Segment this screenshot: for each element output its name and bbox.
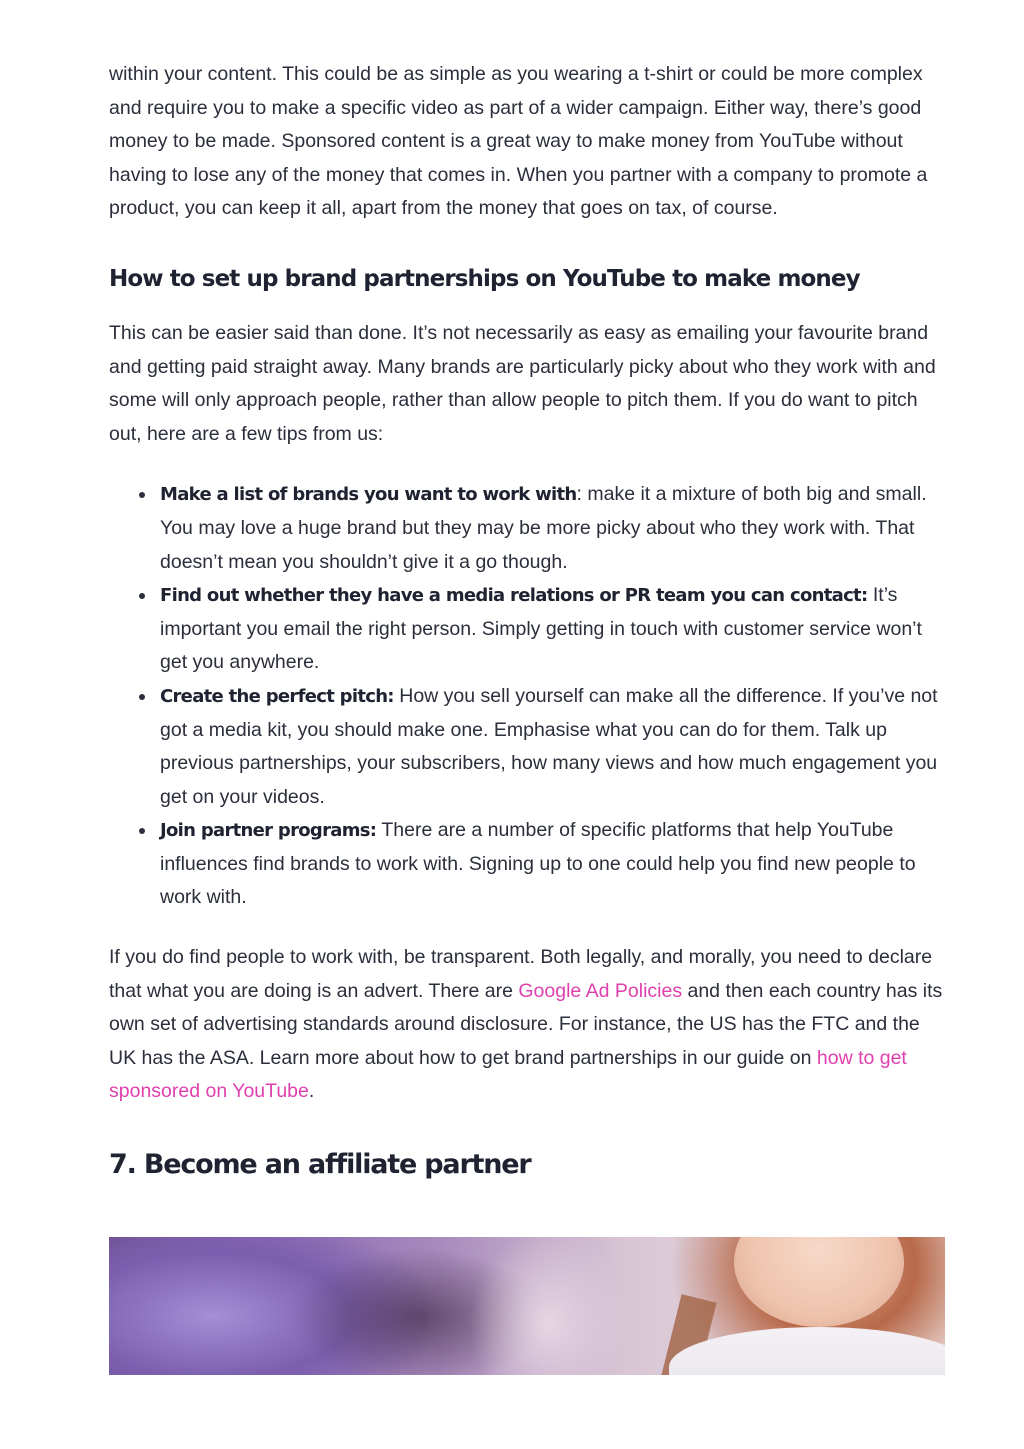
tip-title: Make a list of brands you want to work with xyxy=(160,484,577,506)
transparency-paragraph xyxy=(109,941,945,1109)
list-item xyxy=(160,478,945,579)
list-item xyxy=(160,579,945,680)
tip-title: Find out whether they have a media relations or PR team you can contact: xyxy=(160,585,868,607)
tip-text: How you sell yourself can make all the difference. If you’ve not got a media kit, you should make one. Emphasise what you can do for them. Talk up previous partnerships, your subscribers, how many views and how much engagement you get on your videos. xyxy=(160,684,938,808)
tip-text: It’s important you email the right person. Simply getting in touch with customer service won’t get you anywhere. xyxy=(160,584,922,674)
google-ad-policies-link[interactable]: Google Ad Policies xyxy=(518,979,683,1002)
tip-title: Join partner programs: xyxy=(160,820,377,842)
list-item xyxy=(160,814,945,915)
article-body xyxy=(109,58,945,1183)
list-item xyxy=(160,680,945,814)
closing-text-1: If you do find people to work with, be transparent. Both legally, and morally, you need to declare that what you are doing is an advert. There are xyxy=(109,946,933,1002)
section-heading-affiliate: 7. Become an affiliate partner xyxy=(109,1149,531,1181)
tip-title: Create the perfect pitch: xyxy=(160,685,394,707)
closing-text-2: and then each country has its own set of advertising standards around disclosure. For instance, the US has the FTC and the UK has the ASA. Learn more about how to get brand partnerships in our guide on xyxy=(109,979,943,1069)
sponsored-guide-link[interactable]: how to get sponsored on YouTube xyxy=(109,1046,907,1103)
pitch-tips-list xyxy=(109,478,945,915)
tip-text: There are a number of specific platforms that help YouTube influences find brands to work with. Signing up to one could help you find new people to work with. xyxy=(160,819,916,909)
section-heading-brand-partnerships: How to set up brand partnerships on YouTube to make money xyxy=(109,265,860,292)
affiliate-hero-image xyxy=(109,1237,945,1375)
intro-paragraph: within your content. This could be as simple as you wearing a t-shirt or could be more complex and require you to make a specific video as part of a wider campaign. Either way, there’s good money to be made. Sponsored content is a great way to make money from YouTube without having to lose any of the money that comes in. When you partner with a company to promote a product, you can keep it all, apart from the money that goes on tax, of course. xyxy=(109,63,928,220)
closing-text-3: . xyxy=(308,1080,315,1103)
tip-text: : make it a mixture of both big and small. You may love a huge brand but they may be more picky about who they work with. That doesn’t mean you shouldn’t give it a go though. xyxy=(160,483,927,573)
brand-partnerships-paragraph: This can be easier said than done. It’s not necessarily as easy as emailing your favourite brand and getting paid straight away. Many brands are particularly picky about who they work with and some will only approach people, rather than allow people to pitch them. If you do want to pitch out, here are a few tips from us: xyxy=(109,321,936,445)
